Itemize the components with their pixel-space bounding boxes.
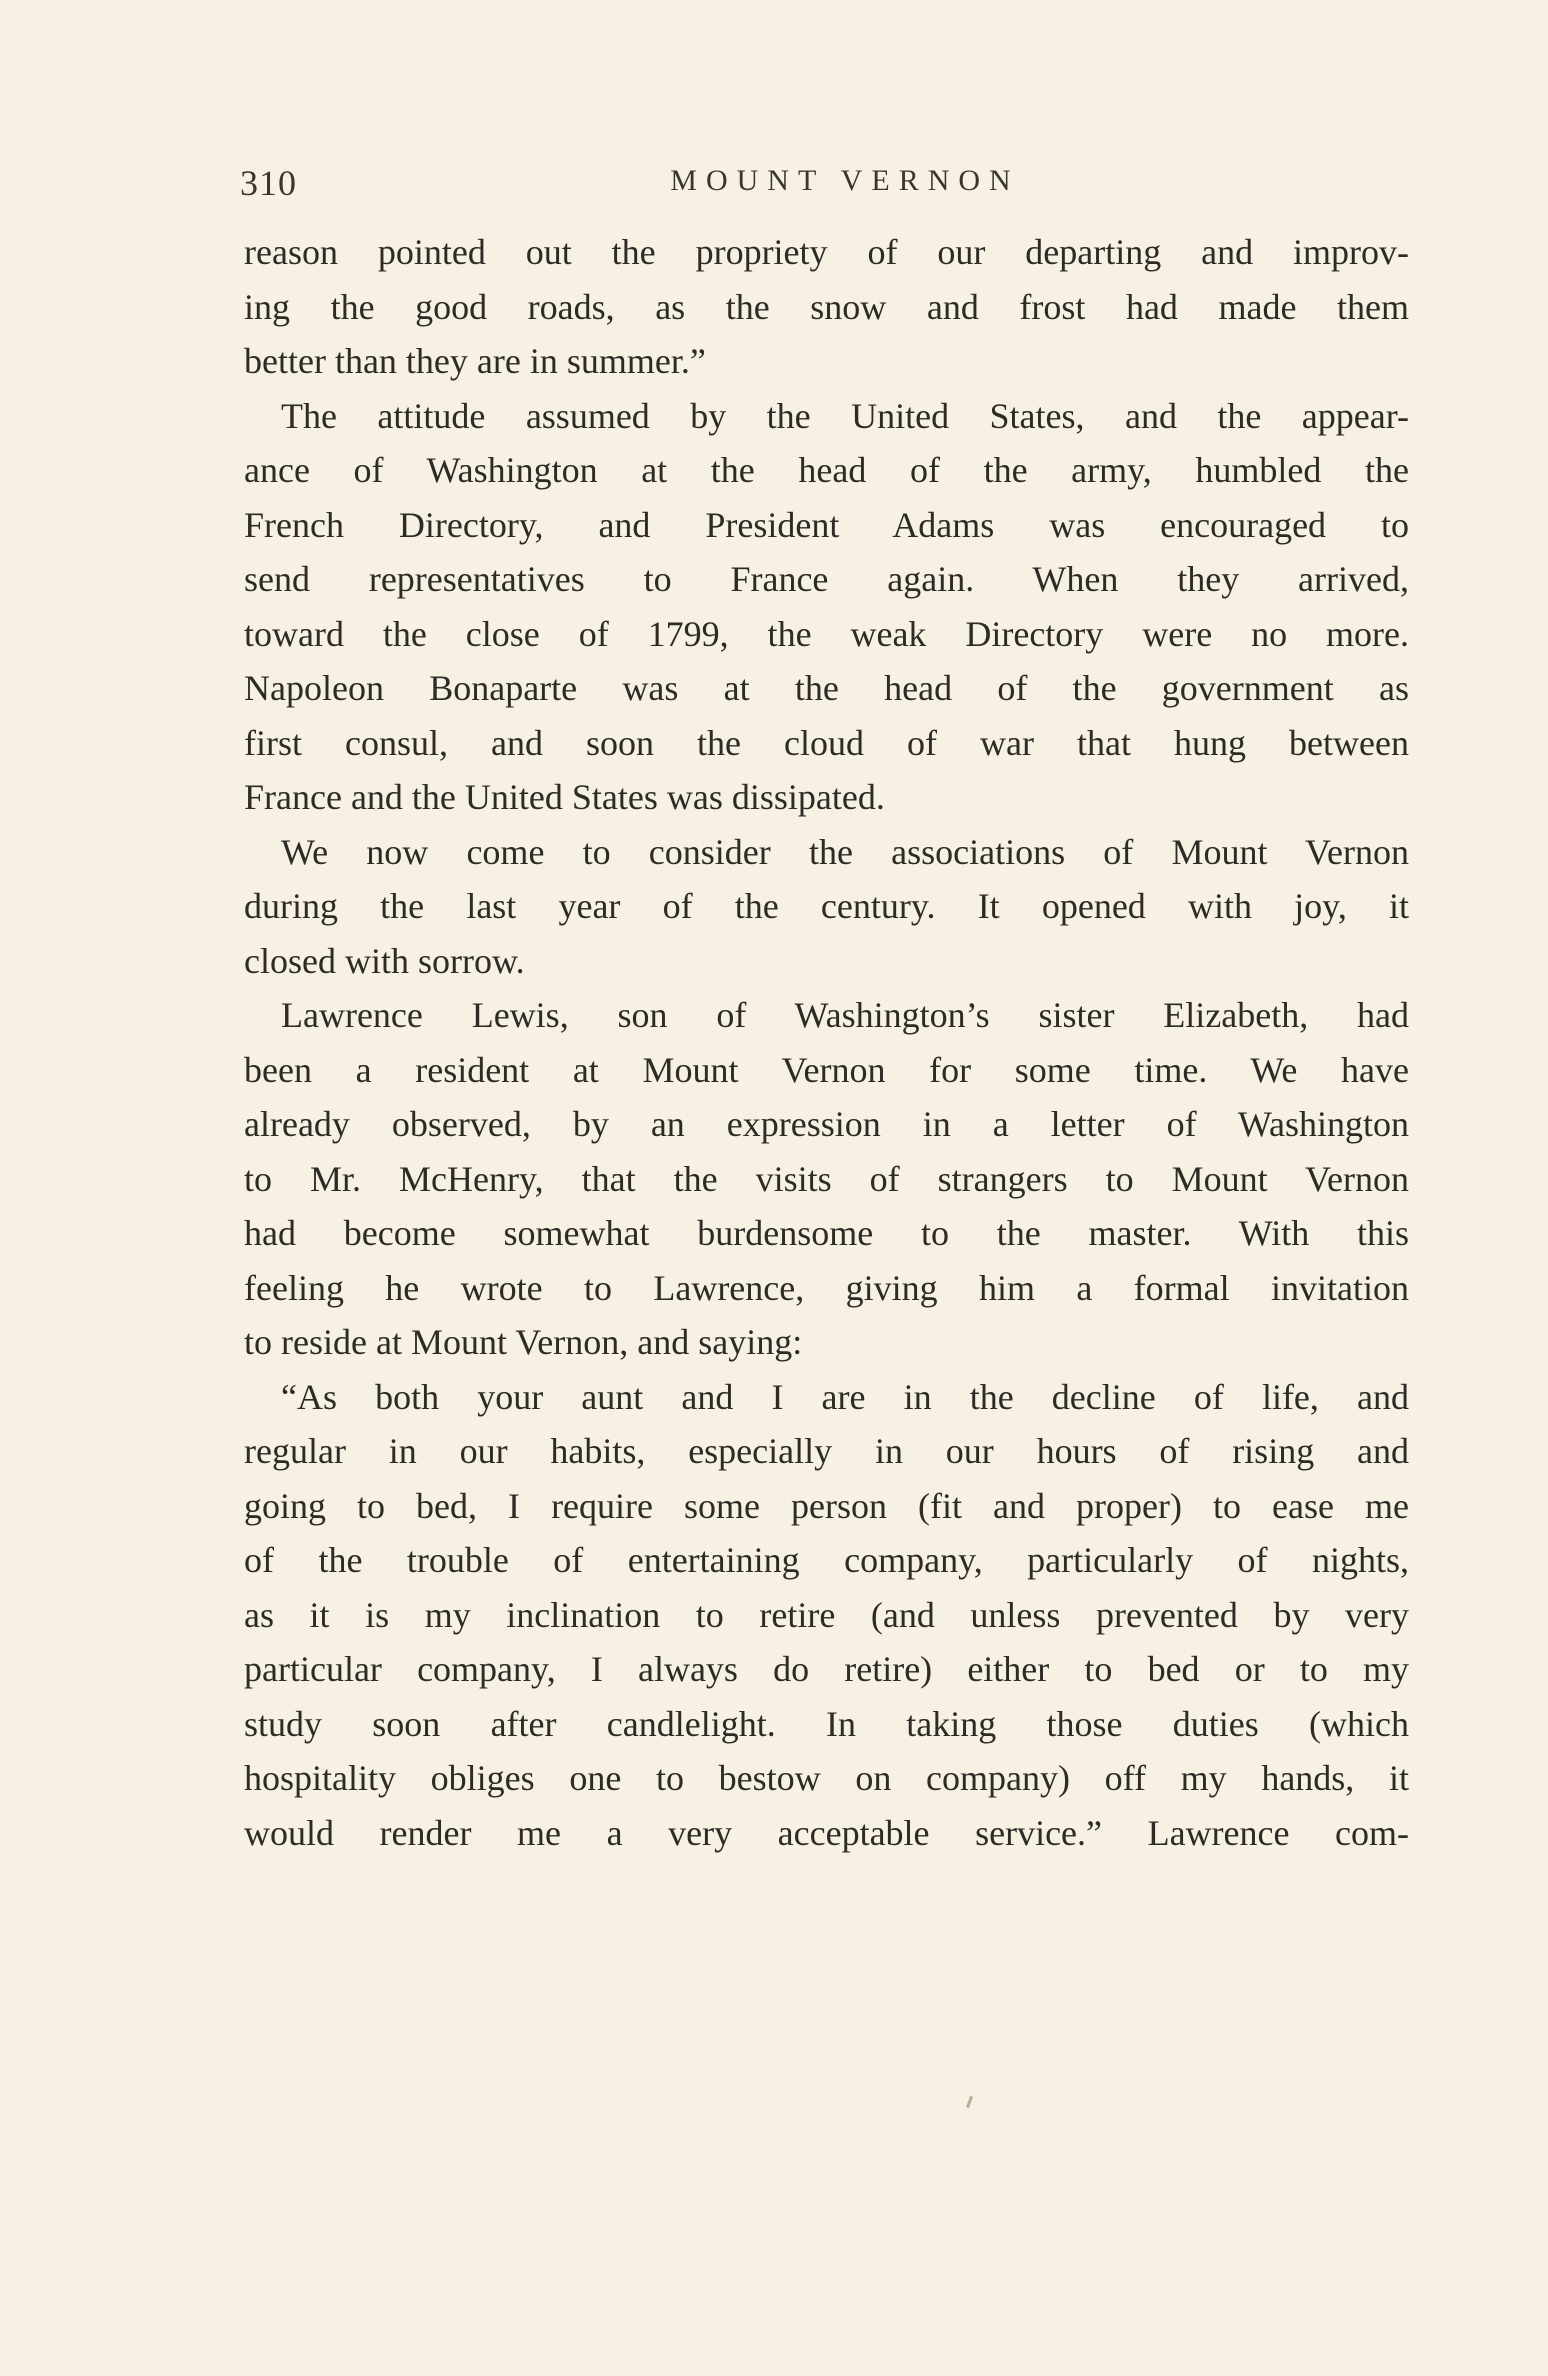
text-line: study soon after candlelight. In taking those duties (which (244, 1703, 1409, 1744)
text-line: been a resident at Mount Vernon for some time. We have (244, 1049, 1409, 1090)
text-line: to Mr. McHenry, that the visits of strangers to Mount Vernon (244, 1158, 1409, 1199)
text-line: would render me a very acceptable service.” Lawrence com- (244, 1812, 1409, 1853)
text-line: had become somewhat burdensome to the master. With this (244, 1213, 1409, 1253)
text-line: toward the close of 1799, the weak Directory were no more. (244, 613, 1409, 654)
text-line: particular company, I always do retire) either to bed or to my (244, 1649, 1409, 1689)
page-number: 310 (240, 163, 297, 203)
text-line: as it is my inclination to retire (and unless prevented by very (244, 1594, 1409, 1635)
text-line: The attitude assumed by the United States, and the appear- (281, 395, 1409, 436)
text-line: to reside at Mount Vernon, and saying: (244, 1322, 803, 1362)
text-line: during the last year of the century. It opened with joy, it (244, 886, 1409, 926)
running-title: MOUNT VERNON (670, 164, 1020, 197)
text-line: already observed, by an expression in a letter of Washington (244, 1104, 1409, 1144)
text-line: France and the United States was dissipated. (244, 777, 885, 817)
text-line: ance of Washington at the head of the army, humbled the (244, 450, 1409, 490)
text-line: feeling he wrote to Lawrence, giving him a formal invitation (244, 1267, 1409, 1308)
text-line: of the trouble of entertaining company, particularly of nights, (244, 1540, 1409, 1580)
text-line: hospitality obliges one to bestow on company) off my hands, it (244, 1758, 1409, 1798)
text-line: We now come to consider the associations of Mount Vernon (281, 831, 1409, 872)
text-line: closed with sorrow. (244, 940, 525, 981)
body-text (244, 225, 1409, 1860)
text-line: better than they are in summer.” (244, 341, 706, 381)
text-line: Lawrence Lewis, son of Washington’s sister Elizabeth, had (281, 995, 1409, 1035)
ink-speck (966, 2096, 973, 2108)
text-line: “As both your aunt and I are in the decline of life, and (281, 1376, 1409, 1417)
text-line: regular in our habits, especially in our hours of rising and (244, 1431, 1409, 1471)
text-line: French Directory, and President Adams was encouraged to (244, 504, 1409, 545)
text-line: send representatives to France again. When they arrived, (244, 559, 1409, 599)
text-line: going to bed, I require some person (fit and proper) to ease me (244, 1485, 1409, 1526)
text-line: ing the good roads, as the snow and frost had made them (244, 286, 1409, 327)
text-line: first consul, and soon the cloud of war that hung between (244, 722, 1409, 763)
page-header (240, 162, 1410, 212)
text-line: reason pointed out the propriety of our departing and improv- (244, 232, 1409, 272)
text-line: Napoleon Bonaparte was at the head of the government as (244, 668, 1409, 708)
